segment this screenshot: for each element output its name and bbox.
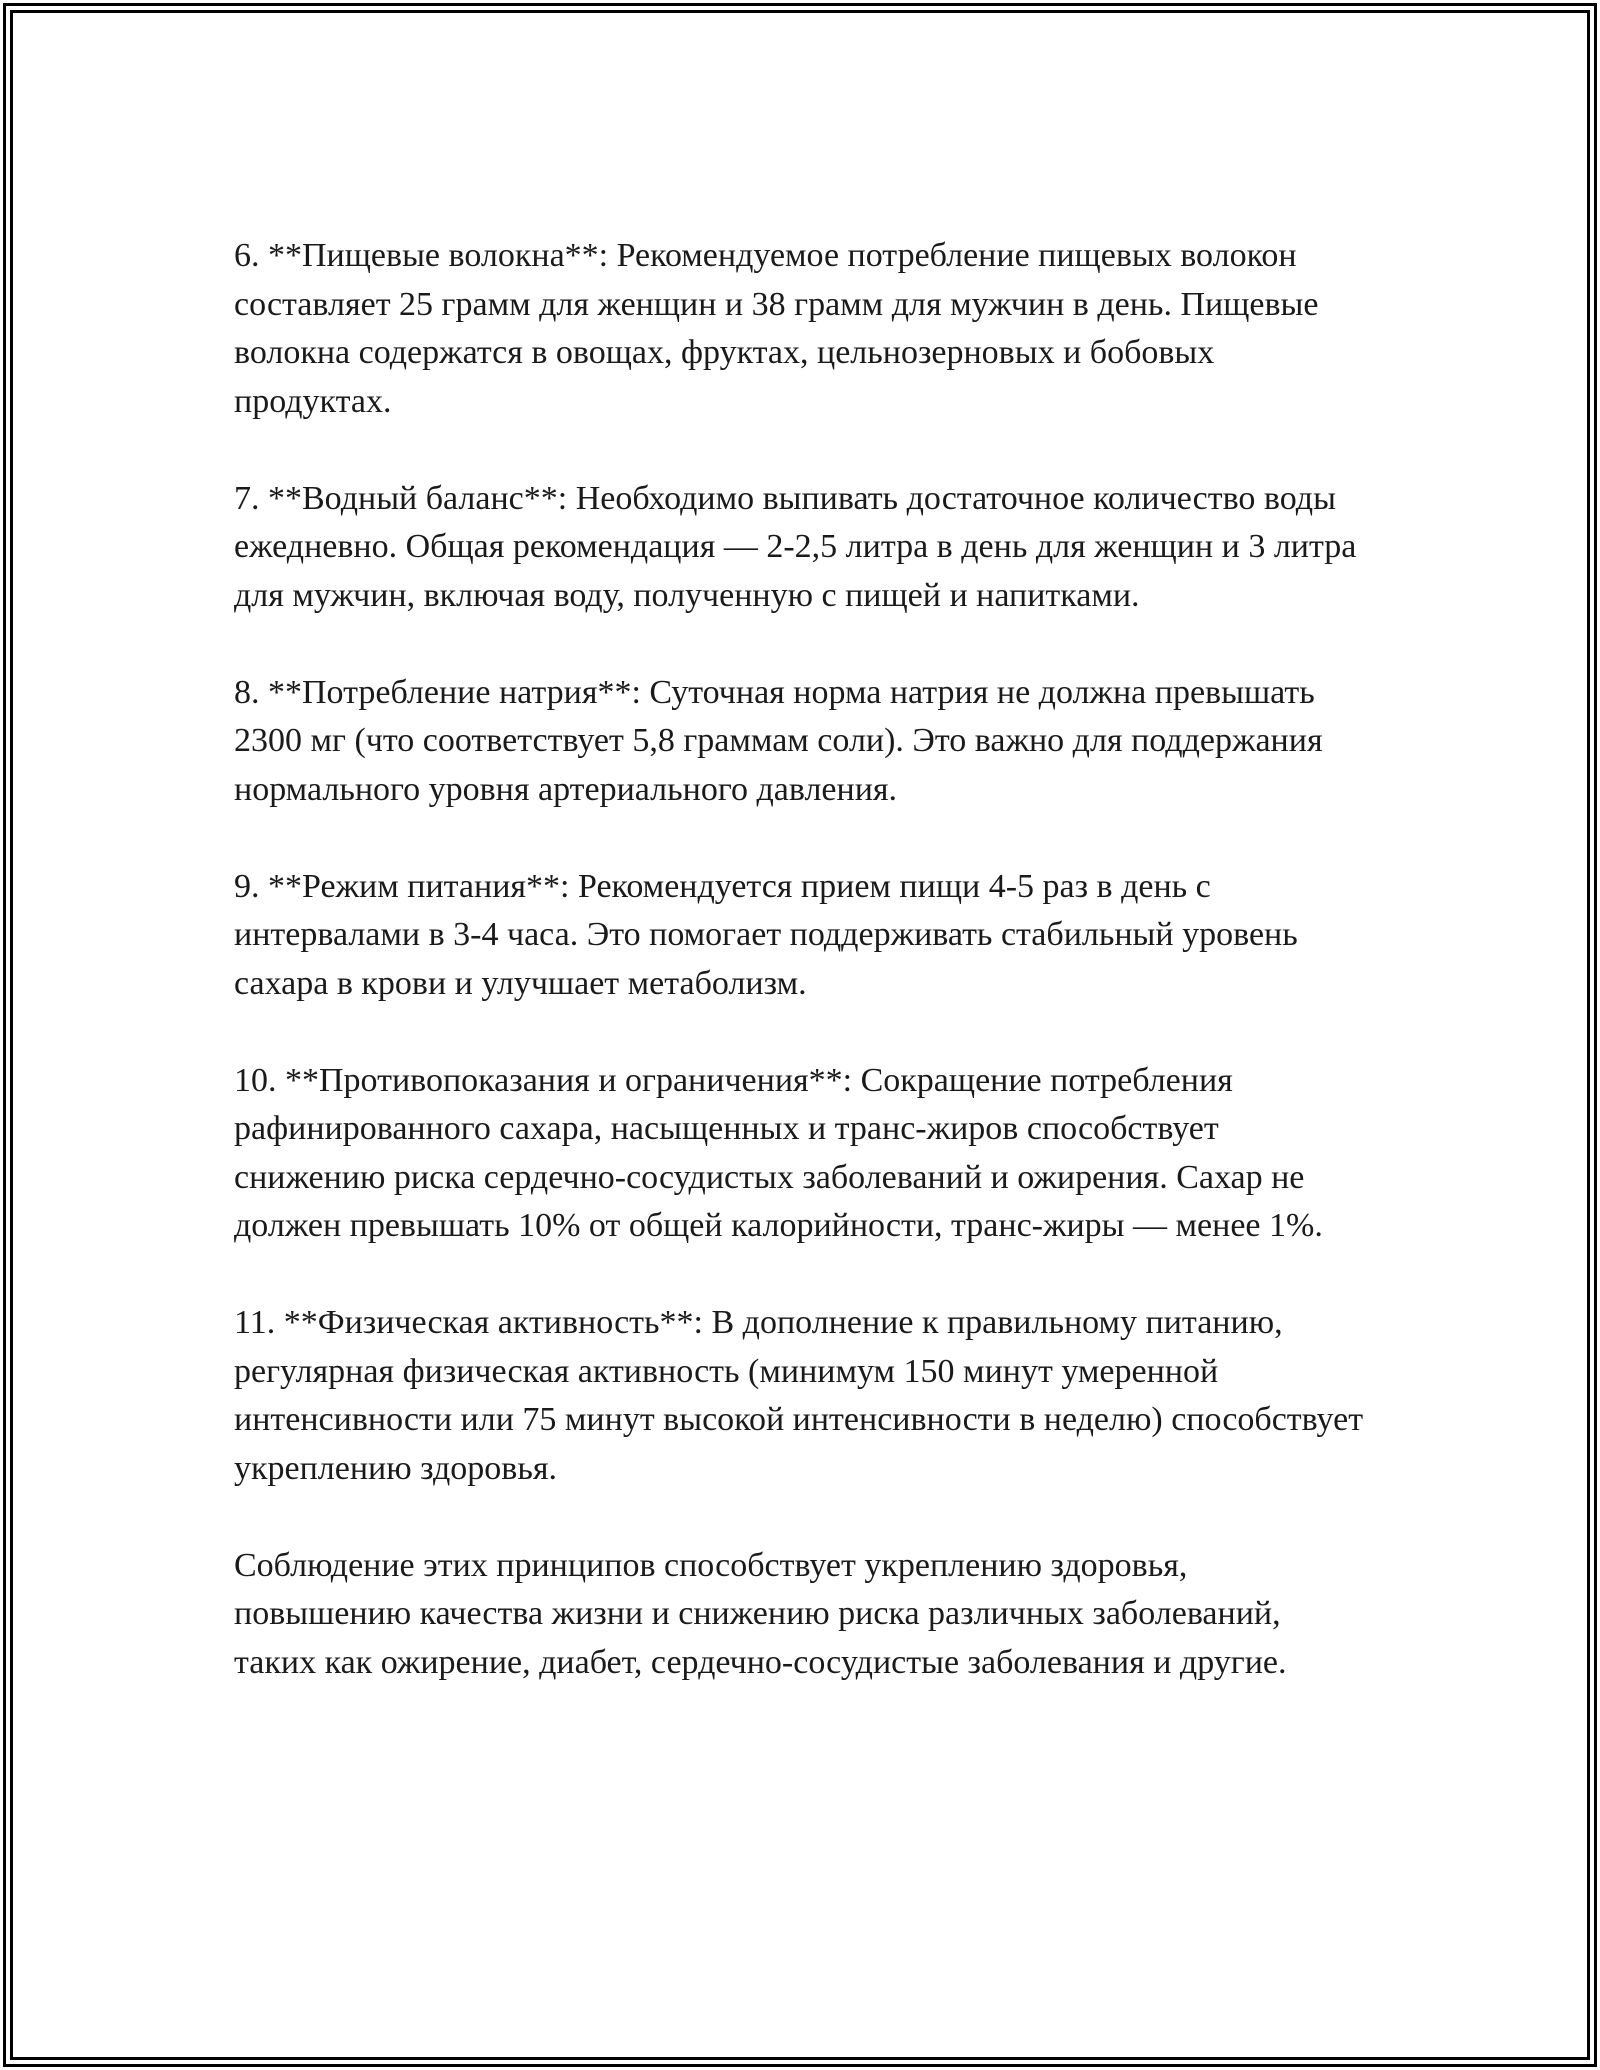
document-body xyxy=(234,232,1369,1687)
paragraph-contraindications: 10. **Противопоказания и ограничения**: Сокращение потребления рафинированного сахара, насыщенных и транс-жиров способствует снижению риска сердечно-сосудистых заболеваний и ожирения. Сахар не должен превышать 10% от общей калорийности, транс-жиры — менее 1%. xyxy=(234,1061,1323,1244)
paragraph-sodium-intake: 8. **Потребление натрия**: Суточная норма натрия не должна превышать 2300 мг (что соответствует 5,8 граммам соли). Это важно для поддержания нормального уровня артериального давления. xyxy=(234,673,1323,808)
paragraph-dietary-fiber: 6. **Пищевые волокна**: Рекомендуемое потребление пищевых волокон составляет 25 грамм для женщин и 38 грамм для мужчин в день. Пищевые волокна содержатся в овощах, фруктах, цельнозерновых и бобовых продуктах. xyxy=(234,237,1319,420)
paragraph-conclusion: Соблюдение этих принципов способствует укреплению здоровья, повышению качества жизни и снижению риска различных заболеваний, таких как ожирение, диабет, сердечно-сосудистые заболевания и другие. xyxy=(234,1546,1287,1681)
paragraph-physical-activity: 11. **Физическая активность**: В дополнение к правильному питанию, регулярная физическая активность (минимум 150 минут умеренной интенсивности или 75 минут высокой интенсивности в неделю) способствует укреплению здоровья. xyxy=(234,1304,1364,1487)
paragraph-meal-schedule: 9. **Режим питания**: Рекомендуется прием пищи 4-5 раз в день с интервалами в 3-4 часа. Это помогает поддерживать стабильный уровень сахара в крови и улучшает метаболизм. xyxy=(234,867,1298,1002)
paragraph-water-balance: 7. **Водный баланс**: Необходимо выпивать достаточное количество воды ежедневно. Общая рекомендация — 2-2,5 литра в день для женщин и 3 литра для мужчин, включая воду, полученную с пищей и напитками. xyxy=(234,479,1357,614)
